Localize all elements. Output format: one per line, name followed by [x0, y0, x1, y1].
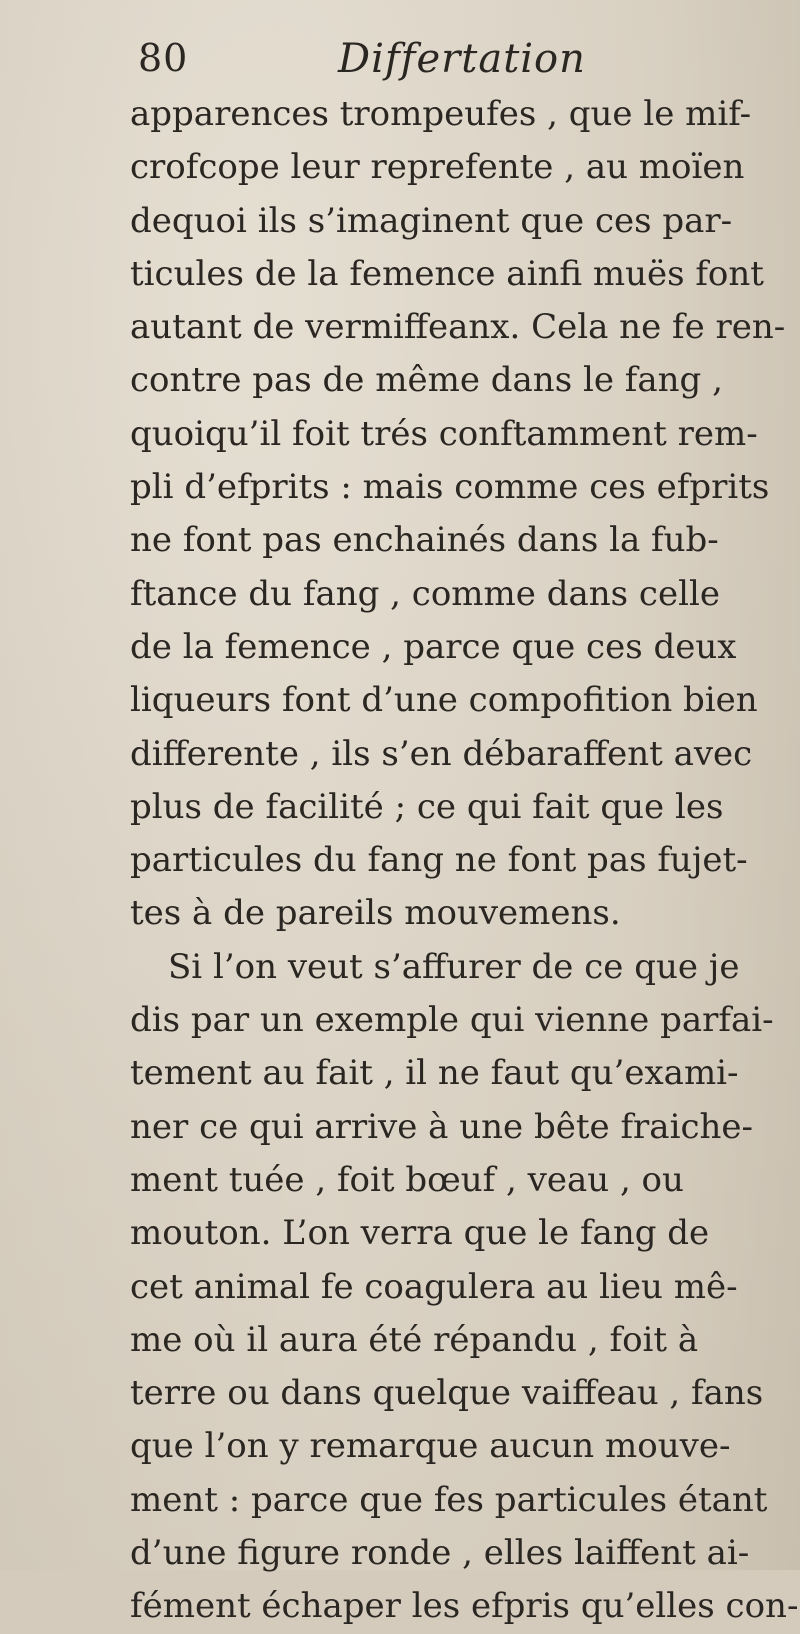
text-line: pli d’efprits : mais comme ces efprits	[130, 467, 770, 508]
text-line: ment tuée , foit bœuf , veau , ou	[130, 1159, 684, 1200]
text-line: cet animal fe coagulera au lieu mê-	[130, 1266, 738, 1307]
text-line: autant de vermiffeanx. Cela ne fe ren-	[130, 307, 786, 348]
text-line: ment : parce que fes particules étant	[130, 1479, 768, 1520]
text-line: apparences trompeufes , que le mif-	[130, 94, 752, 134]
text-line: dis par un exemple qui vienne parfai-	[130, 1000, 774, 1041]
text-line: dequoi ils s’imaginent que ces par-	[130, 200, 733, 241]
text-line: de la femence , parce que ces deux	[130, 626, 737, 667]
text-line: quoiqu’il foit trés conftamment rem-	[130, 413, 758, 454]
page-number: 80	[138, 36, 189, 80]
text-line: me où il aura été répandu , foit à	[130, 1319, 699, 1360]
text-line: ftance du fang , comme dans celle	[130, 573, 720, 614]
text-line: que l’on y remarque aucun mouve-	[130, 1426, 731, 1467]
text-line: fément échaper les efpris qu’elles con-	[130, 1586, 799, 1627]
running-title: Differtation	[338, 36, 586, 82]
text-line: differente , ils s’en débaraffent avec	[130, 733, 753, 774]
text-line: plus de facilité ; ce qui fait que les	[130, 786, 724, 827]
text-line: tement au fait , il ne faut qu’exami-	[130, 1053, 739, 1094]
text-line: d’une figure ronde , elles laiffent ai-	[130, 1533, 750, 1574]
body-text	[130, 88, 799, 1634]
paragraph-start-line: Si l’on veut s’affurer de ce que je	[168, 946, 740, 987]
text-line: terre ou dans quelque vaiffeau , fans	[130, 1373, 764, 1414]
text-line: ner ce qui arrive à une bête fraiche-	[130, 1106, 753, 1147]
text-line: particules du fang ne font pas fujet-	[130, 840, 748, 881]
text-line: liqueurs font d’une compofition bien	[130, 680, 758, 721]
text-line: ne font pas enchainés dans la fub-	[130, 520, 719, 561]
paragraph-end-line: tes à de pareils mouvemens.	[130, 893, 621, 934]
text-line: contre pas de même dans le fang ,	[130, 360, 723, 401]
page-header	[138, 36, 698, 92]
text-line: crofcope leur reprefente , au moïen	[130, 147, 745, 188]
text-line: mouton. L’on verra que le fang de	[130, 1213, 710, 1254]
text-line: ticules de la femence ainfi muës font	[130, 253, 764, 294]
